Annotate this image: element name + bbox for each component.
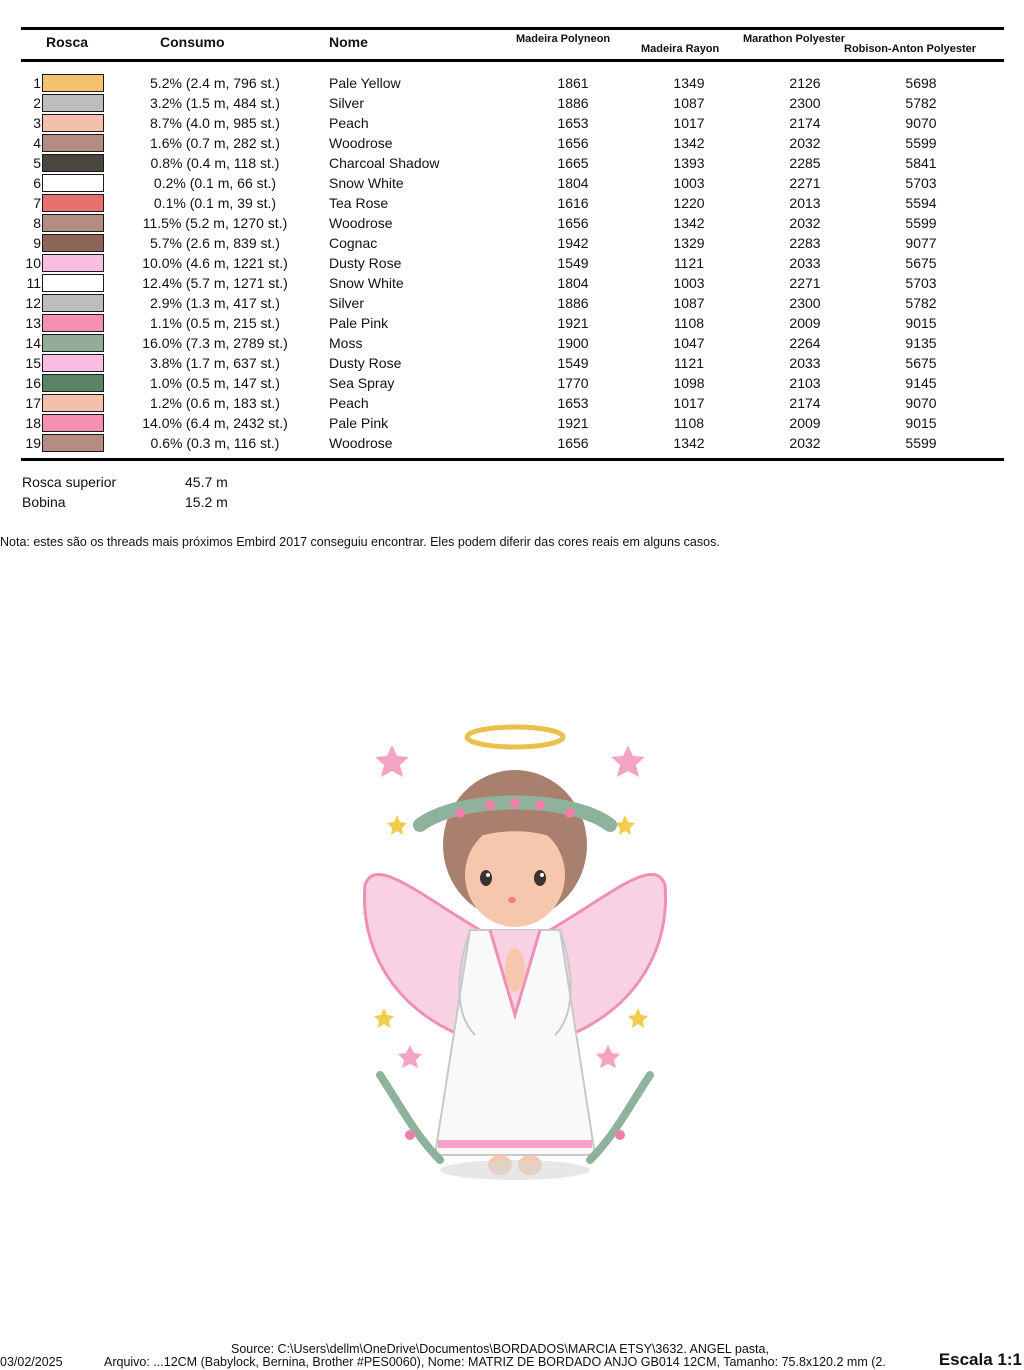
madeira-polyneon-code: 1549 <box>557 355 589 371</box>
table-row <box>0 292 1024 312</box>
robison-anton-code: 5599 <box>905 135 937 151</box>
table-row <box>0 172 1024 192</box>
thread-name: Peach <box>329 115 369 131</box>
header-nome: Nome <box>329 34 368 50</box>
robison-anton-code: 5703 <box>905 175 937 191</box>
bobbin-value: 15.2 m <box>185 494 228 510</box>
marathon-polyester-code: 2032 <box>789 215 821 231</box>
madeira-rayon-code: 1329 <box>673 235 705 251</box>
table-row <box>0 392 1024 412</box>
madeira-rayon-code: 1017 <box>673 115 705 131</box>
table-row <box>0 232 1024 252</box>
thread-number: 3 <box>33 115 41 131</box>
thread-name: Sea Spray <box>329 375 395 391</box>
marathon-polyester-code: 2103 <box>789 375 821 391</box>
color-swatch <box>42 94 104 112</box>
madeira-rayon-code: 1121 <box>673 255 705 271</box>
color-swatch <box>42 314 104 332</box>
color-swatch <box>42 154 104 172</box>
robison-anton-code: 5599 <box>905 435 937 451</box>
marathon-polyester-code: 2264 <box>789 335 821 351</box>
thread-number: 19 <box>25 435 41 451</box>
thread-name: Peach <box>329 395 369 411</box>
marathon-polyester-code: 2174 <box>789 395 821 411</box>
table-bottom-rule <box>21 458 1004 461</box>
madeira-rayon-code: 1220 <box>673 195 705 211</box>
thread-consumption: 11.5% (5.2 m, 1270 st.) <box>142 215 288 231</box>
madeira-polyneon-code: 1804 <box>557 175 589 191</box>
thread-number: 1 <box>33 75 41 91</box>
madeira-polyneon-code: 1656 <box>557 435 589 451</box>
marathon-polyester-code: 2032 <box>789 435 821 451</box>
color-swatch <box>42 214 104 232</box>
thread-consumption: 5.2% (2.4 m, 796 st.) <box>150 75 280 91</box>
marathon-polyester-code: 2174 <box>789 115 821 131</box>
thread-name: Silver <box>329 95 365 111</box>
madeira-polyneon-code: 1616 <box>557 195 589 211</box>
thread-number: 6 <box>33 175 41 191</box>
robison-anton-code: 9015 <box>905 415 937 431</box>
thread-consumption: 0.2% (0.1 m, 66 st.) <box>153 175 277 191</box>
color-swatch <box>42 194 104 212</box>
robison-anton-code: 9015 <box>905 315 937 331</box>
robison-anton-code: 9135 <box>905 335 937 351</box>
thread-number: 17 <box>25 395 41 411</box>
thread-number: 18 <box>25 415 41 431</box>
color-swatch <box>42 234 104 252</box>
table-row <box>0 372 1024 392</box>
madeira-polyneon-code: 1665 <box>557 155 589 171</box>
thread-consumption: 14.0% (6.4 m, 2432 st.) <box>142 415 288 431</box>
madeira-polyneon-code: 1942 <box>557 235 589 251</box>
table-row <box>0 252 1024 272</box>
thread-name: Woodrose <box>329 135 393 151</box>
madeira-polyneon-code: 1656 <box>557 215 589 231</box>
madeira-rayon-code: 1342 <box>673 215 705 231</box>
madeira-rayon-code: 1393 <box>673 155 705 171</box>
header-consumo: Consumo <box>160 34 225 50</box>
marathon-polyester-code: 2126 <box>789 75 821 91</box>
table-header-rule <box>21 59 1004 62</box>
color-swatch <box>42 374 104 392</box>
color-swatch <box>42 74 104 92</box>
robison-anton-code: 5782 <box>905 95 937 111</box>
thread-consumption: 3.2% (1.5 m, 484 st.) <box>150 95 280 111</box>
thread-name: Dusty Rose <box>329 255 402 271</box>
thread-consumption: 12.4% (5.7 m, 1271 st.) <box>142 275 288 291</box>
robison-anton-code: 9070 <box>905 395 937 411</box>
color-swatch <box>42 354 104 372</box>
thread-name: Dusty Rose <box>329 355 402 371</box>
table-row <box>0 272 1024 292</box>
thread-name: Pale Pink <box>329 315 389 331</box>
table-row <box>0 72 1024 92</box>
thread-name: Pale Yellow <box>329 75 401 91</box>
madeira-polyneon-code: 1886 <box>557 295 589 311</box>
table-row <box>0 92 1024 112</box>
madeira-rayon-code: 1342 <box>673 435 705 451</box>
color-swatch <box>42 134 104 152</box>
table-row <box>0 212 1024 232</box>
madeira-polyneon-code: 1549 <box>557 255 589 271</box>
robison-anton-code: 5782 <box>905 295 937 311</box>
madeira-rayon-code: 1017 <box>673 395 705 411</box>
footer-file-info: Arquivo: ...12CM (Babylock, Bernina, Brother #PES0060), Nome: MATRIZ DE BORDADO ANJO GB014 12CM, Tamanho: 75.8x120.2 mm (2. <box>104 1355 886 1369</box>
thread-consumption: 3.8% (1.7 m, 637 st.) <box>150 355 280 371</box>
marathon-polyester-code: 2285 <box>789 155 821 171</box>
thread-consumption: 2.9% (1.3 m, 417 st.) <box>150 295 280 311</box>
thread-number: 7 <box>33 195 41 211</box>
robison-anton-code: 5841 <box>905 155 937 171</box>
table-row <box>0 412 1024 432</box>
robison-anton-code: 5675 <box>905 355 937 371</box>
madeira-polyneon-code: 1804 <box>557 275 589 291</box>
color-swatch <box>42 254 104 272</box>
color-swatch <box>42 394 104 412</box>
marathon-polyester-code: 2300 <box>789 295 821 311</box>
madeira-rayon-code: 1087 <box>673 95 705 111</box>
header-robison-anton-polyester: Robison-Anton Polyester <box>844 43 977 55</box>
color-swatch <box>42 114 104 132</box>
table-row <box>0 352 1024 372</box>
thread-number: 16 <box>25 375 41 391</box>
madeira-rayon-code: 1047 <box>673 335 705 351</box>
footer-date: 03/02/2025 <box>0 1355 63 1369</box>
robison-anton-code: 5703 <box>905 275 937 291</box>
angel-embroidery-image <box>360 715 670 1185</box>
thread-consumption: 1.6% (0.7 m, 282 st.) <box>150 135 280 151</box>
thread-name: Cognac <box>329 235 378 251</box>
thread-note: Nota: estes são os threads mais próximos Embird 2017 conseguiu encontrar. Eles podem diferir das cores reais em alguns casos. <box>0 535 720 549</box>
thread-consumption: 16.0% (7.3 m, 2789 st.) <box>142 335 288 351</box>
footer-source: Source: C:\Users\dellm\OneDrive\Documentos\BORDADOS\MARCIA ETSY\3632. ANGEL pasta, <box>231 1342 769 1356</box>
marathon-polyester-code: 2033 <box>789 355 821 371</box>
madeira-rayon-code: 1087 <box>673 295 705 311</box>
thread-name: Woodrose <box>329 215 393 231</box>
table-row <box>0 152 1024 172</box>
robison-anton-code: 5698 <box>905 75 937 91</box>
thread-consumption: 10.0% (4.6 m, 1221 st.) <box>142 255 288 271</box>
marathon-polyester-code: 2283 <box>789 235 821 251</box>
thread-consumption: 5.7% (2.6 m, 839 st.) <box>150 235 280 251</box>
header-madeira-polyneon: Madeira Polyneon <box>516 33 611 45</box>
thread-name: Silver <box>329 295 365 311</box>
robison-anton-code: 9077 <box>905 235 937 251</box>
thread-name: Tea Rose <box>329 195 389 211</box>
madeira-rayon-code: 1108 <box>673 315 705 331</box>
madeira-polyneon-code: 1653 <box>557 115 589 131</box>
thread-consumption: 0.1% (0.1 m, 39 st.) <box>153 195 277 211</box>
madeira-polyneon-code: 1921 <box>557 315 589 331</box>
thread-number: 5 <box>33 155 41 171</box>
thread-name: Charcoal Shadow <box>329 155 440 171</box>
marathon-polyester-code: 2300 <box>789 95 821 111</box>
marathon-polyester-code: 2032 <box>789 135 821 151</box>
thread-name: Snow White <box>329 275 404 291</box>
header-marathon-polyester: Marathon Polyester <box>743 33 846 45</box>
madeira-rayon-code: 1349 <box>673 75 705 91</box>
marathon-polyester-code: 2013 <box>789 195 821 211</box>
marathon-polyester-code: 2009 <box>789 415 821 431</box>
color-swatch <box>42 334 104 352</box>
madeira-rayon-code: 1108 <box>673 415 705 431</box>
madeira-rayon-code: 1098 <box>673 375 705 391</box>
thread-number: 12 <box>25 295 41 311</box>
robison-anton-code: 5599 <box>905 215 937 231</box>
thread-consumption: 1.1% (0.5 m, 215 st.) <box>150 315 280 331</box>
table-row <box>0 112 1024 132</box>
thread-number: 8 <box>33 215 41 231</box>
thread-number: 9 <box>33 235 41 251</box>
thread-consumption: 0.6% (0.3 m, 116 st.) <box>150 435 280 451</box>
madeira-rayon-code: 1003 <box>673 175 705 191</box>
robison-anton-code: 9070 <box>905 115 937 131</box>
table-row <box>0 432 1024 452</box>
color-swatch <box>42 294 104 312</box>
thread-consumption: 1.2% (0.6 m, 183 st.) <box>150 395 280 411</box>
madeira-polyneon-code: 1921 <box>557 415 589 431</box>
madeira-polyneon-code: 1861 <box>557 75 589 91</box>
color-swatch <box>42 174 104 192</box>
madeira-rayon-code: 1121 <box>673 355 705 371</box>
top-thread-label: Rosca superior <box>22 474 117 490</box>
marathon-polyester-code: 2009 <box>789 315 821 331</box>
robison-anton-code: 5594 <box>905 195 937 211</box>
thread-number: 2 <box>33 95 41 111</box>
table-row <box>0 192 1024 212</box>
thread-consumption: 0.8% (0.4 m, 118 st.) <box>150 155 280 171</box>
marathon-polyester-code: 2033 <box>789 255 821 271</box>
thread-name: Pale Pink <box>329 415 389 431</box>
thread-number: 15 <box>25 355 41 371</box>
thread-consumption: 8.7% (4.0 m, 985 st.) <box>150 115 280 131</box>
table-row <box>0 312 1024 332</box>
table-row <box>0 132 1024 152</box>
robison-anton-code: 5675 <box>905 255 937 271</box>
color-swatch <box>42 274 104 292</box>
thread-name: Woodrose <box>329 435 393 451</box>
header-rosca: Rosca <box>46 34 89 50</box>
madeira-polyneon-code: 1886 <box>557 95 589 111</box>
madeira-polyneon-code: 1656 <box>557 135 589 151</box>
color-swatch <box>42 414 104 432</box>
thread-number: 14 <box>25 335 41 351</box>
top-thread-value: 45.7 m <box>185 474 228 490</box>
table-top-rule <box>21 27 1004 30</box>
marathon-polyester-code: 2271 <box>789 275 821 291</box>
thread-number: 10 <box>25 255 41 271</box>
thread-number: 11 <box>26 275 41 291</box>
table-row <box>0 332 1024 352</box>
color-swatch <box>42 434 104 452</box>
header-madeira-rayon: Madeira Rayon <box>641 43 720 55</box>
thread-number: 13 <box>25 315 41 331</box>
marathon-polyester-code: 2271 <box>789 175 821 191</box>
madeira-polyneon-code: 1900 <box>557 335 589 351</box>
thread-name: Snow White <box>329 175 404 191</box>
madeira-polyneon-code: 1653 <box>557 395 589 411</box>
madeira-rayon-code: 1003 <box>673 275 705 291</box>
bobbin-label: Bobina <box>22 494 66 510</box>
robison-anton-code: 9145 <box>905 375 937 391</box>
scale-label: Escala 1:1 <box>938 1350 1022 1369</box>
madeira-rayon-code: 1342 <box>673 135 705 151</box>
madeira-polyneon-code: 1770 <box>557 375 589 391</box>
thread-number: 4 <box>33 135 41 151</box>
thread-consumption: 1.0% (0.5 m, 147 st.) <box>150 375 280 391</box>
thread-name: Moss <box>329 335 363 351</box>
